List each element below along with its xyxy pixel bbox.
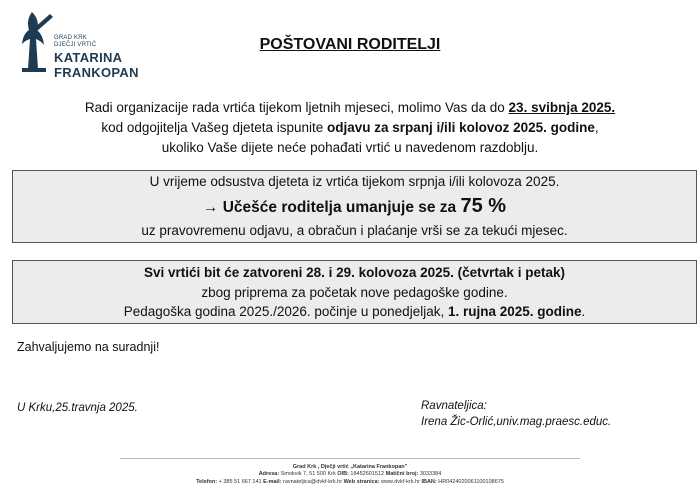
intro-line-1-text: Radi organizacije rada vrtića tijekom ljetnih mjeseci, molimo Vas da do [84,100,509,115]
fee-reduction-box [12,170,697,243]
intro-line-2-suffix: , [594,120,599,135]
footer-iban-label: IBAN: [421,479,437,485]
intro-line-2-bold: odjavu za srpanj i/ili kolovoz 2025. godine [327,120,595,135]
page-title [0,36,700,54]
footer-divider [120,458,580,459]
footer-line-2 [0,471,700,477]
place-date: U Krku,25.travnja 2025. [17,402,138,414]
closure-box-line-3-text: Pedagoška godina 2025./2026. počinje u ponedjeljak, [123,304,448,319]
intro-line-3: ukoliko Vaše dijete neće pohađati vrtić u navedenom razdoblju. [161,140,539,155]
logo-line-1: GRAD KRK [54,35,87,41]
fee-reduction-percent: 75 % [460,195,507,217]
footer-line-1: Grad Krk , Dječji vrtić „Katarina Frankopan" [292,464,408,470]
closure-box-line-3-suffix: . [581,304,586,319]
logo-line-4: FRANKOPAN [54,65,139,80]
fee-box-line-2-text: → Učešće roditelja umanjuje se za [202,199,461,216]
school-year-start-date: 1. rujna 2025. godine [447,304,582,319]
footer-oib-label: OIB: [337,471,349,477]
footer-tel-label: Telefon: [196,479,218,485]
footer-mb-value: 3033384 [418,471,442,477]
page-title-text: POŠTOVANI RODITELJI [259,36,441,53]
closure-notice-box [12,260,697,324]
deadline-date: 23. svibnja 2025. [508,100,616,115]
logo-line-3: KATARINA [54,50,123,65]
logo-line-2: DJEČJI VRTIĆ [54,42,97,48]
footer-web-label: Web stranica: [343,479,380,485]
closure-box-line-1: Svi vrtići bit će zatvoreni 28. i 29. kolovoza 2025. (četvrtak i petak) [144,265,565,280]
signature-role: Ravnateljica: [421,400,487,412]
footer-email-label: E-mail: [263,479,282,485]
footer-address-label: Adresa: [258,471,280,477]
thanks-text: Zahvaljujemo na suradnji! [17,340,160,354]
footer-email-value: ravnateljica@dvkf-krk.hr [281,479,344,485]
intro-line-2 [0,118,700,138]
signature-name: Irena Žic-Orlić,univ.mag.praesc.educ. [421,416,612,428]
footer-address-value: Smokvik 7, 51 500 Krk [279,471,338,477]
closure-box-line-2: zbog priprema za početak nove pedagoške godine. [201,285,508,300]
intro-line-2-text: kod odgojitelja Vašeg djeteta ispunite [101,120,328,135]
footer-tel-value: + 385 51 667 141 [217,479,264,485]
fee-box-line-2 [13,195,696,218]
footer-web-value: www.dvkf-krk.hr [379,479,422,485]
fee-box-line-3: uz pravovremenu odjavu, a obračun i plaćanje vrši se za tekući mjesec. [141,223,568,238]
closure-box-line-3 [13,304,696,319]
footer-line-3 [0,479,700,485]
intro-line-1 [0,98,700,118]
intro-paragraph [0,98,700,158]
footer-mb-label: Matični broj: [385,471,419,477]
fee-box-line-1: U vrijeme odsustva djeteta iz vrtića tijekom srpnja i/ili kolovoza 2025. [149,174,560,189]
footer-oib-value: 18452601512 [348,471,386,477]
footer-iban-value: HR0424020061100108675 [436,479,504,485]
